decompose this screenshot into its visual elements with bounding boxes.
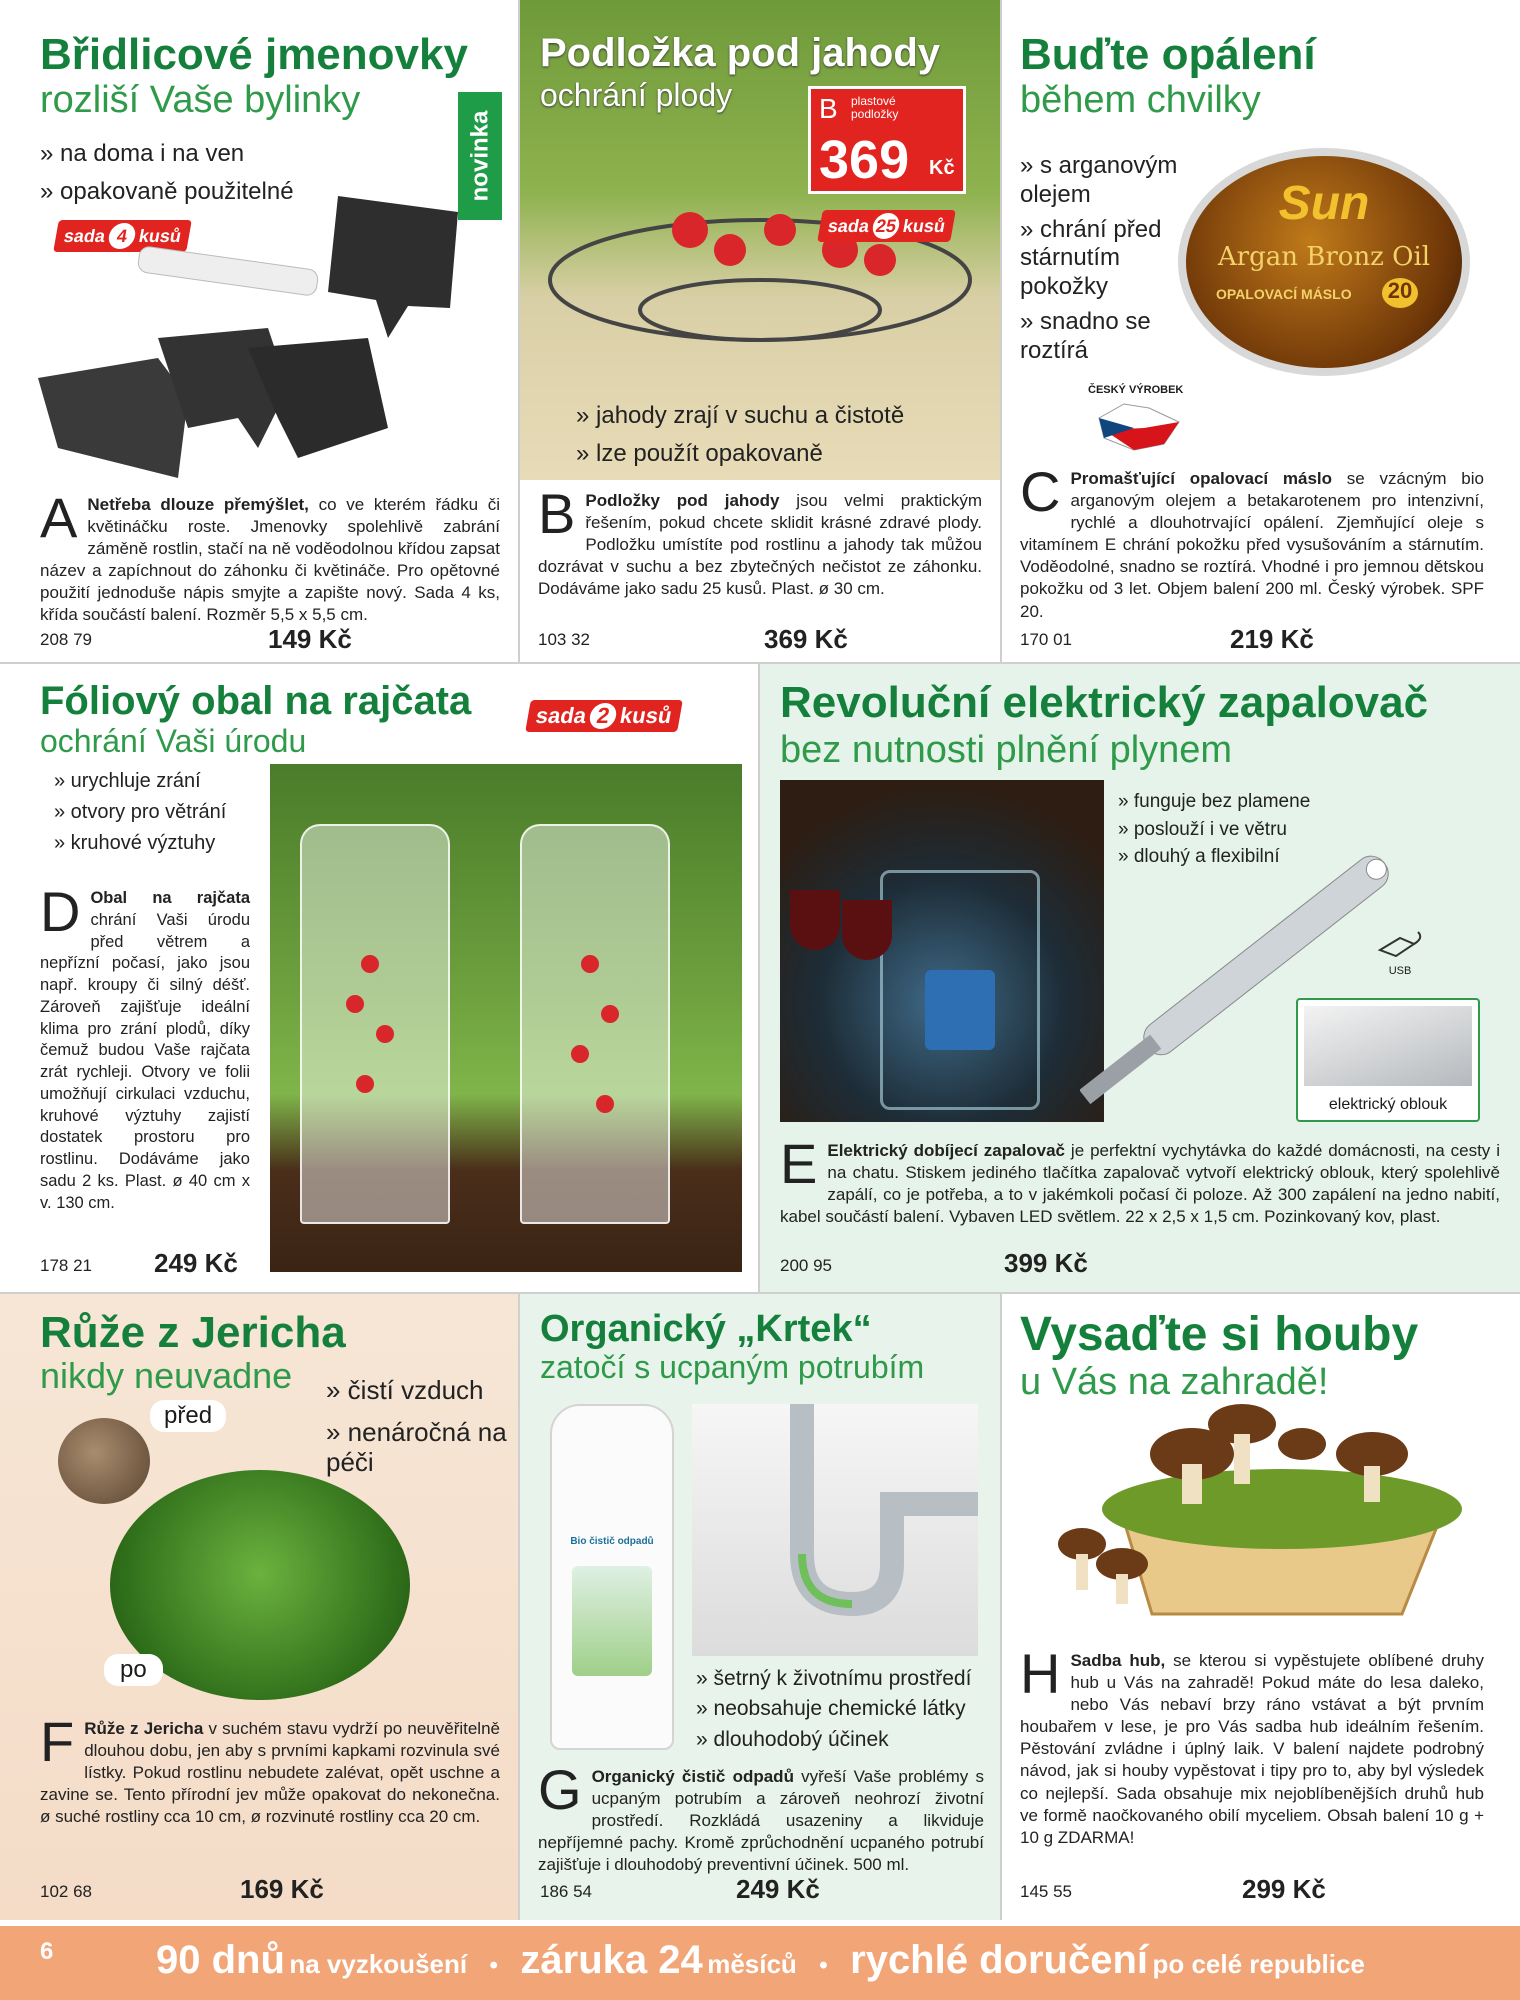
strawberry-mat-image [540, 170, 980, 370]
tin-spf: 20 [1382, 278, 1418, 308]
product-letter: H [1020, 1642, 1061, 1705]
desc-bold: Podložky pod jahody [585, 491, 780, 510]
product-b-subtitle: ochrání plody [540, 77, 733, 113]
set-badge [817, 210, 956, 242]
product-c [1002, 0, 1520, 662]
product-code: 178 21 [40, 1256, 92, 1275]
candle-photo [780, 780, 1104, 1122]
product-price: 219 Kč [1230, 624, 1314, 654]
product-f [0, 1294, 518, 1920]
product-code: 200 95 [780, 1256, 832, 1275]
desc-text: se kterou si vypěstujete oblíbené druhy hub u Vás na zahradě! Pokud máte do lesa daleko, nebo Vás nebaví brzy ráno vstávat a být prvním houbařem v lese, je pro Vás sadba hub ideálním řešením. Pěstování zvládne i úplný laik. V balení najdete podrobný návod, jak si houby vypěstovat i tipy pro to, aby byl výsledek co nejlepší. Sada obsahuje mix nejoblíbenějších druhů hub ve formě naočkovaného obilí myceliem. Obsah balení 10 g + 10 g ZDARMA! [1020, 1651, 1484, 1847]
product-h [1002, 1294, 1520, 1920]
badge-count: 25 [871, 213, 902, 239]
product-a-subtitle: rozliší Vaše bylinky [40, 79, 361, 121]
czech-flag-map-icon [1094, 398, 1184, 454]
wine-glass [842, 900, 892, 960]
bottle-label: Bio čistič odpadů [570, 1536, 654, 1547]
product-b-bullets [576, 400, 904, 471]
desc-text: vyřeší Vaše problémy s ucpaným potrubím a zároveň neohrozí životní prostředí. Rozkládá usazeniny a likviduje nepříjemné pachy. Kromě zprůchodnění ucpaného potrubí zajišťuje i dlouhodobý preventivní účinek. 500 ml. [538, 1767, 984, 1875]
bullet: » jahody zrají v suchu a čistotě [576, 402, 905, 429]
product-e-desc-block [780, 1132, 1500, 1228]
desc-text: v suchém stavu vydrží po neuvěřitelně dlouhou dobu, jen aby s prvními kapkami rozvinula své lístky. Pokud rostlinu nebudete zalévat, opět uschne a zavine se. Tento přírodní jev může opakovat do nekonečna. ø suché rostliny cca 10 cm, ø rozvinuté rostliny cca 20 cm. [40, 1719, 500, 1827]
bullet: » čistí vzduch [326, 1375, 484, 1405]
product-b-desc-block [538, 482, 982, 600]
desc-bold: Sadba hub, [1070, 1651, 1166, 1670]
product-e [760, 664, 1520, 1292]
product-code: 103 32 [538, 630, 590, 649]
product-code: 102 68 [40, 1882, 92, 1901]
slate-labels-image [38, 188, 458, 478]
product-price: 149 Kč [268, 624, 352, 654]
product-c-title: Buďte opálení [1020, 30, 1316, 79]
desc-bold: Elektrický dobíjecí zapalovač [827, 1141, 1066, 1160]
footer-slogan-1: 90 dnů [156, 1938, 285, 1982]
badge-count: 2 [588, 703, 619, 729]
product-price: 369 Kč [764, 624, 848, 654]
product-d-subtitle: ochrání Vaši úrodu [40, 723, 307, 759]
product-d [0, 664, 758, 1292]
product-a-title: Břidlicové jmenovky [40, 30, 468, 79]
product-letter: B [538, 482, 576, 545]
product-a-desc-block [40, 486, 500, 627]
badge-post: kusů [137, 226, 183, 246]
bullet: » nenáročná na péči [326, 1416, 507, 1477]
product-price: 249 Kč [154, 1248, 238, 1278]
badge-post: kusů [901, 216, 947, 236]
bullet: » s arganovým olejem [1020, 152, 1178, 208]
product-letter: G [538, 1758, 582, 1821]
novinka-label: novinka [466, 110, 494, 202]
badge-pre: sada [62, 226, 107, 246]
badge-pre: sada [826, 216, 871, 236]
bullet: » neobsahuje chemické látky [696, 1697, 966, 1721]
price-tag-value: 369 [819, 130, 910, 190]
footer-separator: • [489, 1952, 498, 1979]
bullet: » snadno se roztírá [1020, 307, 1151, 364]
desc-bold: Promašťující opalovací máslo [1070, 469, 1333, 488]
before-label: před [150, 1400, 226, 1432]
bullet: » lze použít opakovaně [576, 440, 823, 468]
bullet: » otvory pro větrání [54, 801, 227, 823]
product-g-subtitle: zatočí s ucpaným potrubím [540, 1349, 925, 1385]
badge-count: 4 [107, 223, 138, 249]
product-h-desc-block [1020, 1642, 1484, 1849]
after-label: po [104, 1654, 163, 1686]
product-letter: E [780, 1132, 818, 1195]
footer-separator: • [819, 1952, 828, 1979]
product-letter: F [40, 1710, 75, 1773]
desc-bold: Netřeba dlouze přemýšlet, [87, 495, 309, 514]
footer-bar [0, 1926, 1520, 2000]
drain-pipe-photo [692, 1404, 978, 1656]
price-tag-currency: Kč [929, 157, 955, 179]
tin-name: Argan Bronz Oil [1217, 242, 1431, 272]
product-c-subtitle: během chvilky [1020, 79, 1261, 121]
product-h-subtitle: u Vás na zahradě! [1020, 1361, 1329, 1403]
desc-text: jsou velmi praktickým řešením, pokud chcete sklidit krásné zdravé plody. Podložku umístíte pod rostlinu a jahody tak můžou dozrávat v suchu a bez zbytečných nečistot ze záhonku. Dodáváme jako sadu 25 kusů. Plast. ø 30 cm. [538, 491, 982, 599]
product-e-subtitle: bez nutnosti plnění plynem [780, 729, 1233, 771]
product-b [520, 0, 1000, 662]
desc-bold: Organický čistič odpadů [591, 1767, 794, 1786]
footer-slogan-2: záruka 24 [520, 1938, 703, 1982]
product-f-title: Růže z Jericha [40, 1308, 346, 1357]
bullet: » chrání před stárnutím pokožky [1020, 215, 1162, 301]
product-letter: A [40, 486, 78, 549]
desc-text: se vzácným bio arganovým olejem a betakarotenem pro intenzivní, rychlé a dlouhotrvající opálení. Zjemňující oleje s vitamínem E chrání pokožku před vysušováním a stárnutím. Voděodolné, snadno se roztírá. Vhodné i pro jemnou dětskou pokožku od 3 let. Objem balení 200 ml. Český výrobek. SPF 20. [1020, 469, 1484, 621]
price-tag [808, 86, 966, 194]
footer-slogan [156, 1938, 1365, 1983]
product-d-title: Fóliový obal na rajčata [40, 679, 472, 723]
footer-slogan-3: rychlé doručení [850, 1938, 1148, 1982]
footer-slogan-2-small: měsíců [707, 1949, 797, 1979]
product-a [0, 0, 518, 662]
bullet: » dlouhý a flexibilní [1118, 846, 1280, 868]
wine-glass [790, 890, 840, 950]
product-f-desc-block [40, 1710, 500, 1828]
desc-bold: Růže z Jericha [84, 1719, 204, 1738]
footer-slogan-3-small: po celé republice [1152, 1949, 1365, 1979]
tin-brand: Sun [1278, 177, 1370, 230]
footer-slogan-1-small: na vyzkoušení [289, 1949, 468, 1979]
price-tag-label: plastové podložky [851, 94, 899, 122]
product-code: 145 55 [1020, 1882, 1072, 1901]
desc-text: co ve kterém řádku či květináčku roste. Jmenovky spolehlivě zabrání záměně rostlin, stačí na ně voděodolnou křídou zapsat název a zapíchnout do záhonku či květináče. Pro opětovné použití jednoduše nápis smyjte a zapište nový. Sada 4 ks, křída součástí balení. Rozměr 5,5 x 5,5 cm. [40, 495, 500, 625]
tin-image [1178, 148, 1470, 376]
product-f-subtitle: nikdy neuvadne [40, 1355, 293, 1396]
product-f-bullets [326, 1376, 516, 1478]
dry-rose-image [58, 1418, 150, 1504]
mushroom-basket-image [1042, 1404, 1482, 1624]
bottle-image [550, 1404, 674, 1750]
product-letter: C [1020, 460, 1061, 523]
tin-label: OPALOVACÍ MÁSLO [1216, 286, 1352, 302]
desc-text: je perfektní vychytávka do každé domácnosti, na cesty i na chatu. Stiskem jediného tlačítka zapalovač vytvoří elektrický oblouk, který spolehlivě zapálí, co je potřeba, a to v jakémkoli počasí či poloze. Až 300 zapálení na jedno nabití, kabel součástí balení. Vybaven LED světlem. 22 x 2,5 x 1,5 cm. Pozinkovaný kov, plast. [780, 1141, 1500, 1227]
arc-inset-label: elektrický oblouk [1328, 1096, 1448, 1113]
bullet: » funguje bez plamene [1118, 791, 1311, 812]
product-code: 186 54 [540, 1882, 592, 1901]
product-g-bullets [696, 1664, 971, 1755]
desc-bold: Obal na rajčata [90, 889, 250, 907]
product-h-title: Vysaďte si houby [1020, 1308, 1419, 1361]
arc-inset-photo [1304, 1006, 1472, 1086]
candle [925, 970, 995, 1050]
usb-icon [1374, 930, 1426, 977]
product-price: 299 Kč [1242, 1874, 1326, 1904]
product-d-desc-block [40, 880, 250, 1214]
product-g-title: Organický „Krtek“ [540, 1308, 872, 1350]
product-letter: D [40, 880, 81, 943]
product-price: 399 Kč [1004, 1248, 1088, 1278]
page-number: 6 [40, 1938, 54, 1965]
product-d-bullets [54, 766, 226, 859]
product-c-desc-block [1020, 460, 1484, 623]
bullet: » na doma i na ven [40, 140, 245, 167]
czech-product-label: ČESKÝ VÝROBEK [1088, 384, 1184, 396]
bottle-pipe-graphic [572, 1566, 652, 1676]
bullet: » kruhové výztuhy [54, 832, 216, 854]
product-price: 169 Kč [240, 1874, 324, 1904]
bullet: » dlouhodobý účinek [696, 1727, 889, 1751]
arc-inset [1296, 998, 1480, 1122]
novinka-tag [458, 92, 502, 220]
product-e-title: Revoluční elektrický zapalovač [780, 678, 1429, 727]
product-price: 249 Kč [736, 1874, 820, 1904]
product-code: 208 79 [40, 630, 92, 649]
product-code: 170 01 [1020, 630, 1072, 649]
product-b-title: Podložka pod jahody [540, 31, 941, 75]
desc-text: chrání Vaši úrodu před větrem a nepřízní počasí, jako jsou např. kroupy či silný déšť. Zároveň zajišťuje ideální klima pro zrání plodů, díky čemuž budou Vaše rajčata zrát rychleji. Otvory ve folii umožňují cirkulaci vzduchu, kruhové výztuhy zajistí dostatek prostoru pro rostlinu. Dodáváme jako sadu 2 ks. Plast. ø 40 cm x v. 130 cm. [40, 910, 250, 1212]
usb-label: USB [1388, 965, 1412, 977]
bullet: » šetrný k životnímu prostředí [696, 1667, 972, 1690]
product-c-bullets [1020, 152, 1180, 366]
bullet: » poslouží i ve větru [1118, 818, 1287, 840]
set-badge [525, 700, 682, 732]
badge-pre: sada [533, 703, 589, 728]
product-g-desc-block [538, 1758, 984, 1876]
badge-post: kusů [618, 703, 674, 728]
price-tag-letter: B [819, 93, 838, 124]
bullet: » opakovaně použitelné [40, 178, 294, 206]
bullet: » urychluje zrání [54, 770, 201, 792]
product-g [520, 1294, 1000, 1920]
tomato-cover-photo [270, 764, 742, 1272]
